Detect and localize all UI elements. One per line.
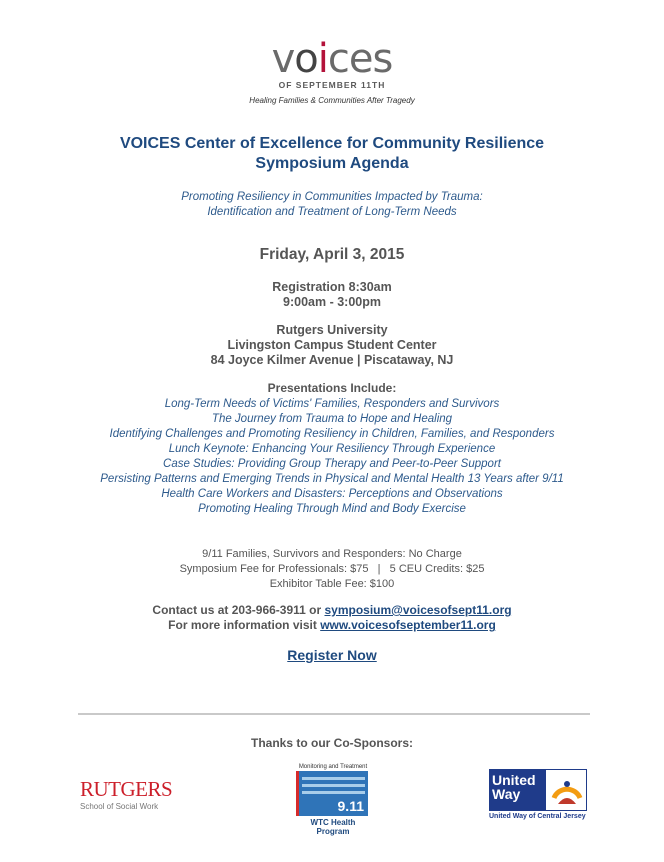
united-way-logo: United Way United Way of Central Jersey — [489, 769, 587, 820]
presentation-item: Long-Term Needs of Victims' Families, Responders and Survivors — [164, 398, 500, 410]
presentation-item: Case Studies: Providing Group Therapy and Peer-to-Peer Support — [163, 458, 501, 470]
divider — [78, 713, 590, 715]
presentation-item: Promoting Healing Through Mind and Body Exercise — [198, 503, 466, 515]
rutgers-logo: RUTGERS School of Social Work — [80, 777, 173, 811]
presentation-item: Persisting Patterns and Emerging Trends in Physical and Mental Health 13 Years after 9/11 — [100, 473, 564, 485]
page-title: VOICES Center of Excellence for Community Resilience Symposium Agenda — [119, 135, 545, 172]
presentation-item: Lunch Keynote: Enhancing Your Resiliency Through Experience — [168, 443, 496, 455]
voices-logo — [0, 36, 664, 90]
presentation-item: The Journey from Trauma to Hope and Healing — [211, 413, 453, 425]
sponsors-heading: Thanks to our Co-Sponsors: — [251, 736, 413, 750]
wtc-health-program-logo: Monitoring and Treatment 9.11 WTC Health Program — [296, 764, 370, 836]
logo-tagline: Healing Families & Communities After Tragedy — [249, 96, 415, 105]
presentations-heading: Presentations Include: — [267, 381, 397, 395]
fee-info: 9/11 Families, Survivors and Responders: No Charge Symposium Fee for Professionals: $75 | 5 CEU Credits: $25 Exhibitor Table Fee: $100 — [179, 548, 485, 590]
contact-info: Contact us at 203-966-3911 or symposium@voicesofsept11.org For more information visit www.voicesofseptember11.org — [152, 603, 512, 632]
website-link[interactable]: www.voicesofseptember11.org — [320, 618, 496, 632]
event-times: Registration 8:30am 9:00am - 3:00pm — [272, 280, 392, 309]
page-subtitle: Promoting Resiliency in Communities Impacted by Trauma: Identification and Treatment of Long-Term Needs — [181, 191, 483, 218]
email-link[interactable]: symposium@voicesofsept11.org — [324, 603, 512, 617]
event-date: Friday, April 3, 2015 — [259, 246, 405, 263]
logo-subtext: OF SEPTEMBER 11TH — [278, 80, 386, 90]
logo-wordmark: voices — [271, 36, 393, 82]
register-now-link[interactable]: Register Now — [287, 647, 377, 663]
presentations-list — [0, 397, 664, 517]
event-location: Rutgers University Livingston Campus Student Center 84 Joyce Kilmer Avenue | Piscataway, NJ — [210, 323, 454, 367]
presentation-item: Health Care Workers and Disasters: Perceptions and Observations — [161, 488, 503, 500]
presentation-item: Identifying Challenges and Promoting Resiliency in Children, Families, and Responders — [109, 428, 555, 440]
united-way-hand-icon — [546, 770, 586, 810]
